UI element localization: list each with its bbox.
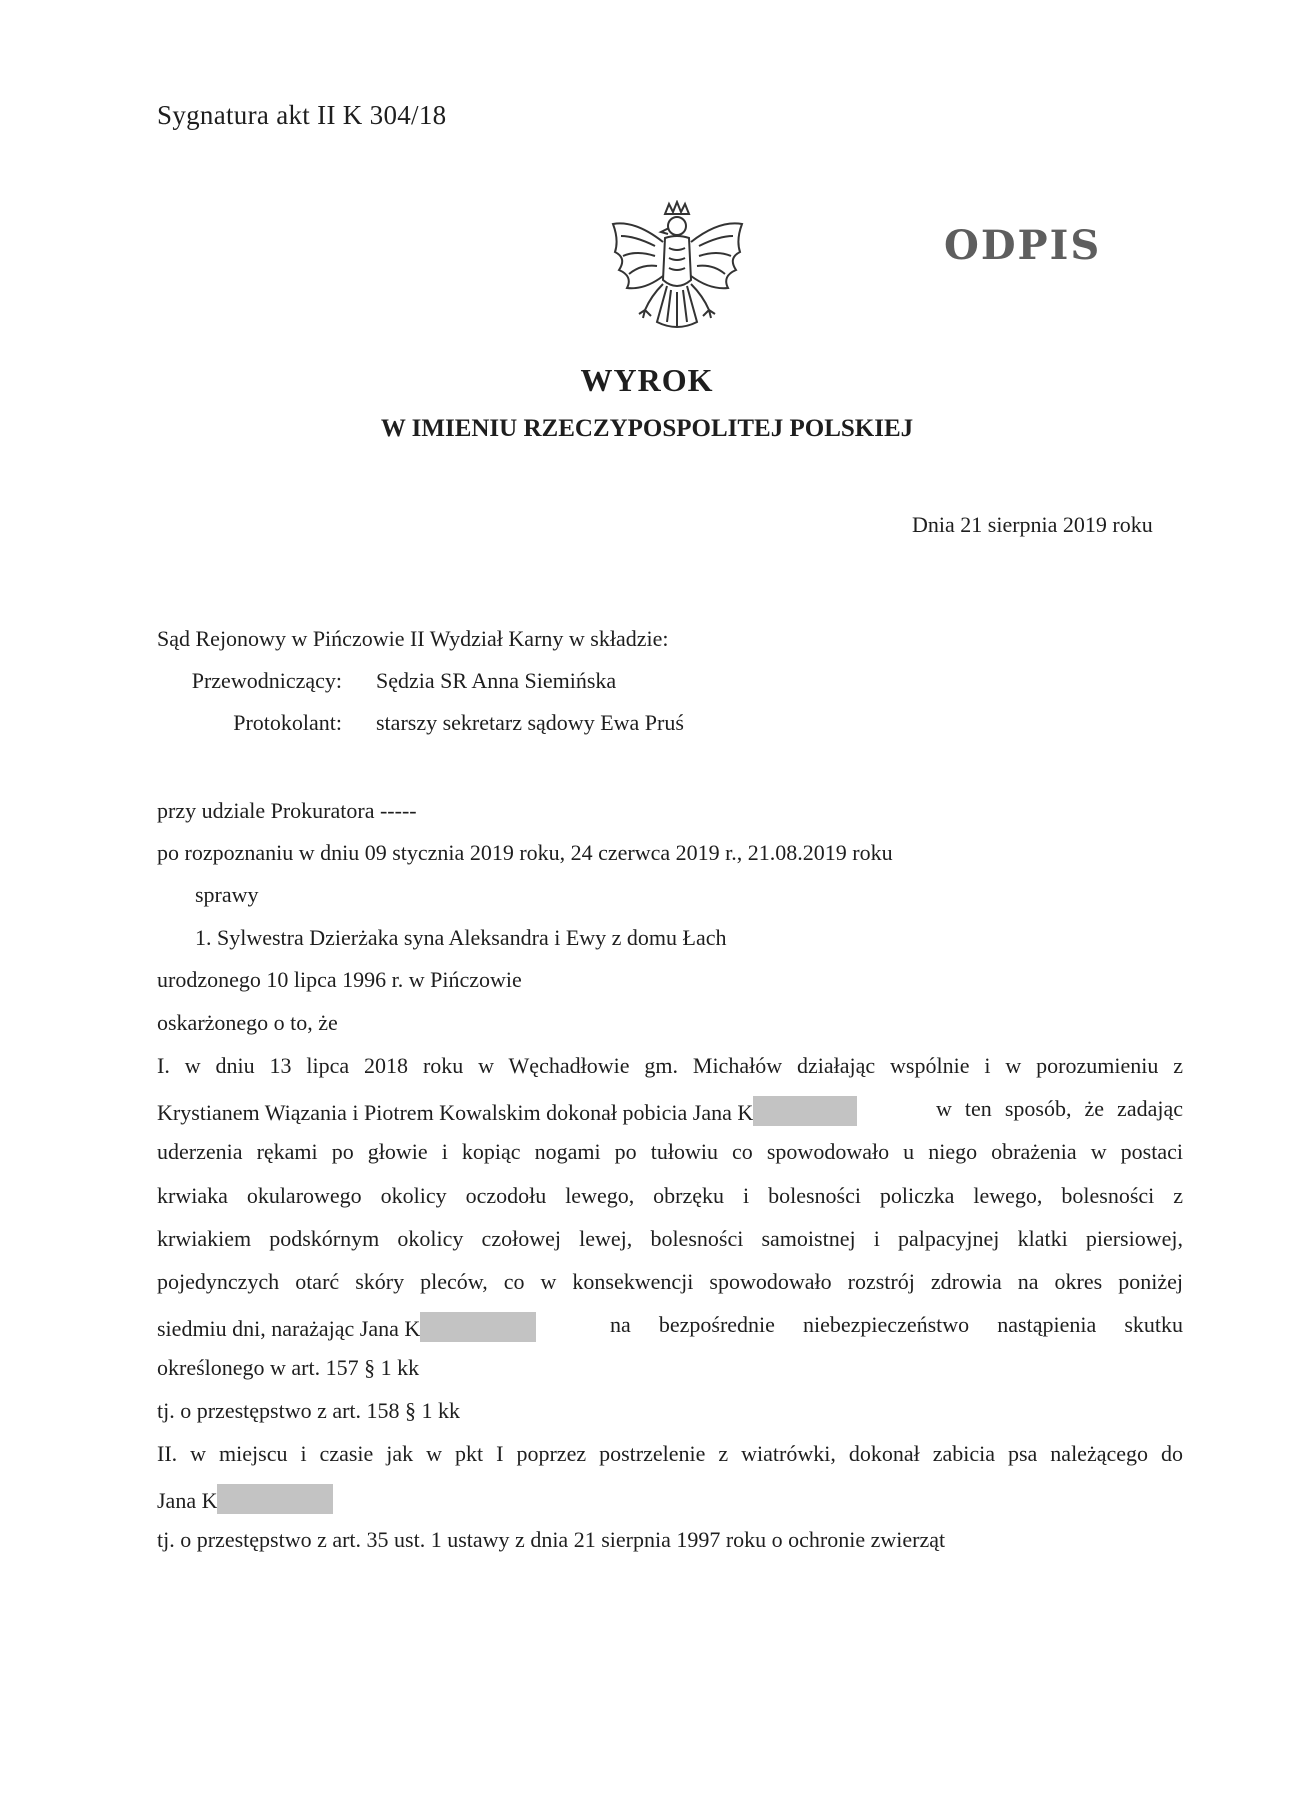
court-composition: Sąd Rejonowy w Pińczowie II Wydział Karny w składzie: xyxy=(157,626,669,651)
document-subtitle: W IMIENIU RZECZYPOSPOLITEJ POLSKIEJ xyxy=(380,415,914,442)
clerk-value: starszy sekretarz sądowy Ewa Pruś xyxy=(376,710,684,735)
redaction-block xyxy=(217,1484,333,1514)
document-title: WYROK xyxy=(580,362,714,398)
case-label: sprawy xyxy=(195,882,259,907)
polish-eagle-emblem-icon xyxy=(605,200,750,350)
charge-1-line-3: uderzenia rękami po głowie i kopiąc nogami po tułowiu co spowodowało u niego obrażenia w postaci xyxy=(157,1139,1183,1164)
charge-1-line-6: pojedynczych otarć skóry pleców, co w konsekwencji spowodowało rozstrój zdrowia na okres poniżej xyxy=(157,1269,1183,1294)
charge-1-line-8: określonego w art. 157 § 1 kk xyxy=(157,1355,420,1380)
charge-2-legal-basis: tj. o przestępstwo z art. 35 ust. 1 ustawy z dnia 21 sierpnia 1997 roku o ochronie zwierząt xyxy=(157,1527,946,1552)
copy-stamp: ODPIS xyxy=(944,222,1102,269)
birth-line: urodzonego 10 lipca 1996 r. w Pińczowie xyxy=(157,967,522,992)
chair-value: Sędzia SR Anna Siemińska xyxy=(376,668,617,693)
redaction-block xyxy=(420,1312,536,1342)
charge-1-line-4: krwiaka okularowego okolicy oczodołu lewego, obrzęku i bolesności policzka lewego, bolesności z xyxy=(157,1183,1183,1208)
clerk-label: Protokolant: xyxy=(233,710,342,735)
redaction-block xyxy=(753,1096,857,1126)
charge-2-line-1: II. w miejscu i czasie jak w pkt I poprzez postrzelenie z wiatrówki, dokonał zabicia psa należącego do xyxy=(157,1441,1183,1466)
hearing-dates: po rozpoznaniu w dniu 09 stycznia 2019 roku, 24 czerwca 2019 r., 21.08.2019 roku xyxy=(157,840,893,865)
charge-1-line-2-start: Krystianem Wiązania i Piotrem Kowalskim dokonał pobicia Jana K xyxy=(157,1100,754,1125)
charge-1-line-7 xyxy=(157,1312,536,1342)
prosecutor-line: przy udziale Prokuratora ----- xyxy=(157,798,417,823)
case-signature: Sygnatura akt II K 304/18 xyxy=(157,100,447,130)
defendant-line: 1. Sylwestra Dzierżaka syna Aleksandra i Ewy z domu Łach xyxy=(195,925,727,950)
charge-1-legal-basis: tj. o przestępstwo z art. 158 § 1 kk xyxy=(157,1398,461,1423)
accused-line: oskarżonego o to, że xyxy=(157,1010,338,1035)
chair-label: Przewodniczący: xyxy=(191,668,342,693)
charge-2-line-2 xyxy=(157,1484,333,1514)
charge-1-line-7-start: siedmiu dni, narażając Jana K xyxy=(157,1316,421,1341)
charge-1-line-1: I. w dniu 13 lipca 2018 roku w Węchadłowie gm. Michałów działając wspólnie i w porozumieniu z xyxy=(157,1053,1183,1078)
charge-1-line-7-end: na bezpośrednie niebezpieczeństwo nastąpienia skutku xyxy=(610,1312,1183,1337)
charge-2-line-2-start: Jana K xyxy=(157,1488,218,1513)
verdict-date: Dnia 21 sierpnia 2019 roku xyxy=(912,512,1153,537)
charge-1-line-2-end: w ten sposób, że zadając xyxy=(936,1096,1183,1121)
charge-1-line-5: krwiakiem podskórnym okolicy czołowej lewej, bolesności samoistnej i palpacyjnej klatki piersiowej, xyxy=(157,1226,1183,1251)
charge-1-line-2 xyxy=(157,1096,857,1126)
